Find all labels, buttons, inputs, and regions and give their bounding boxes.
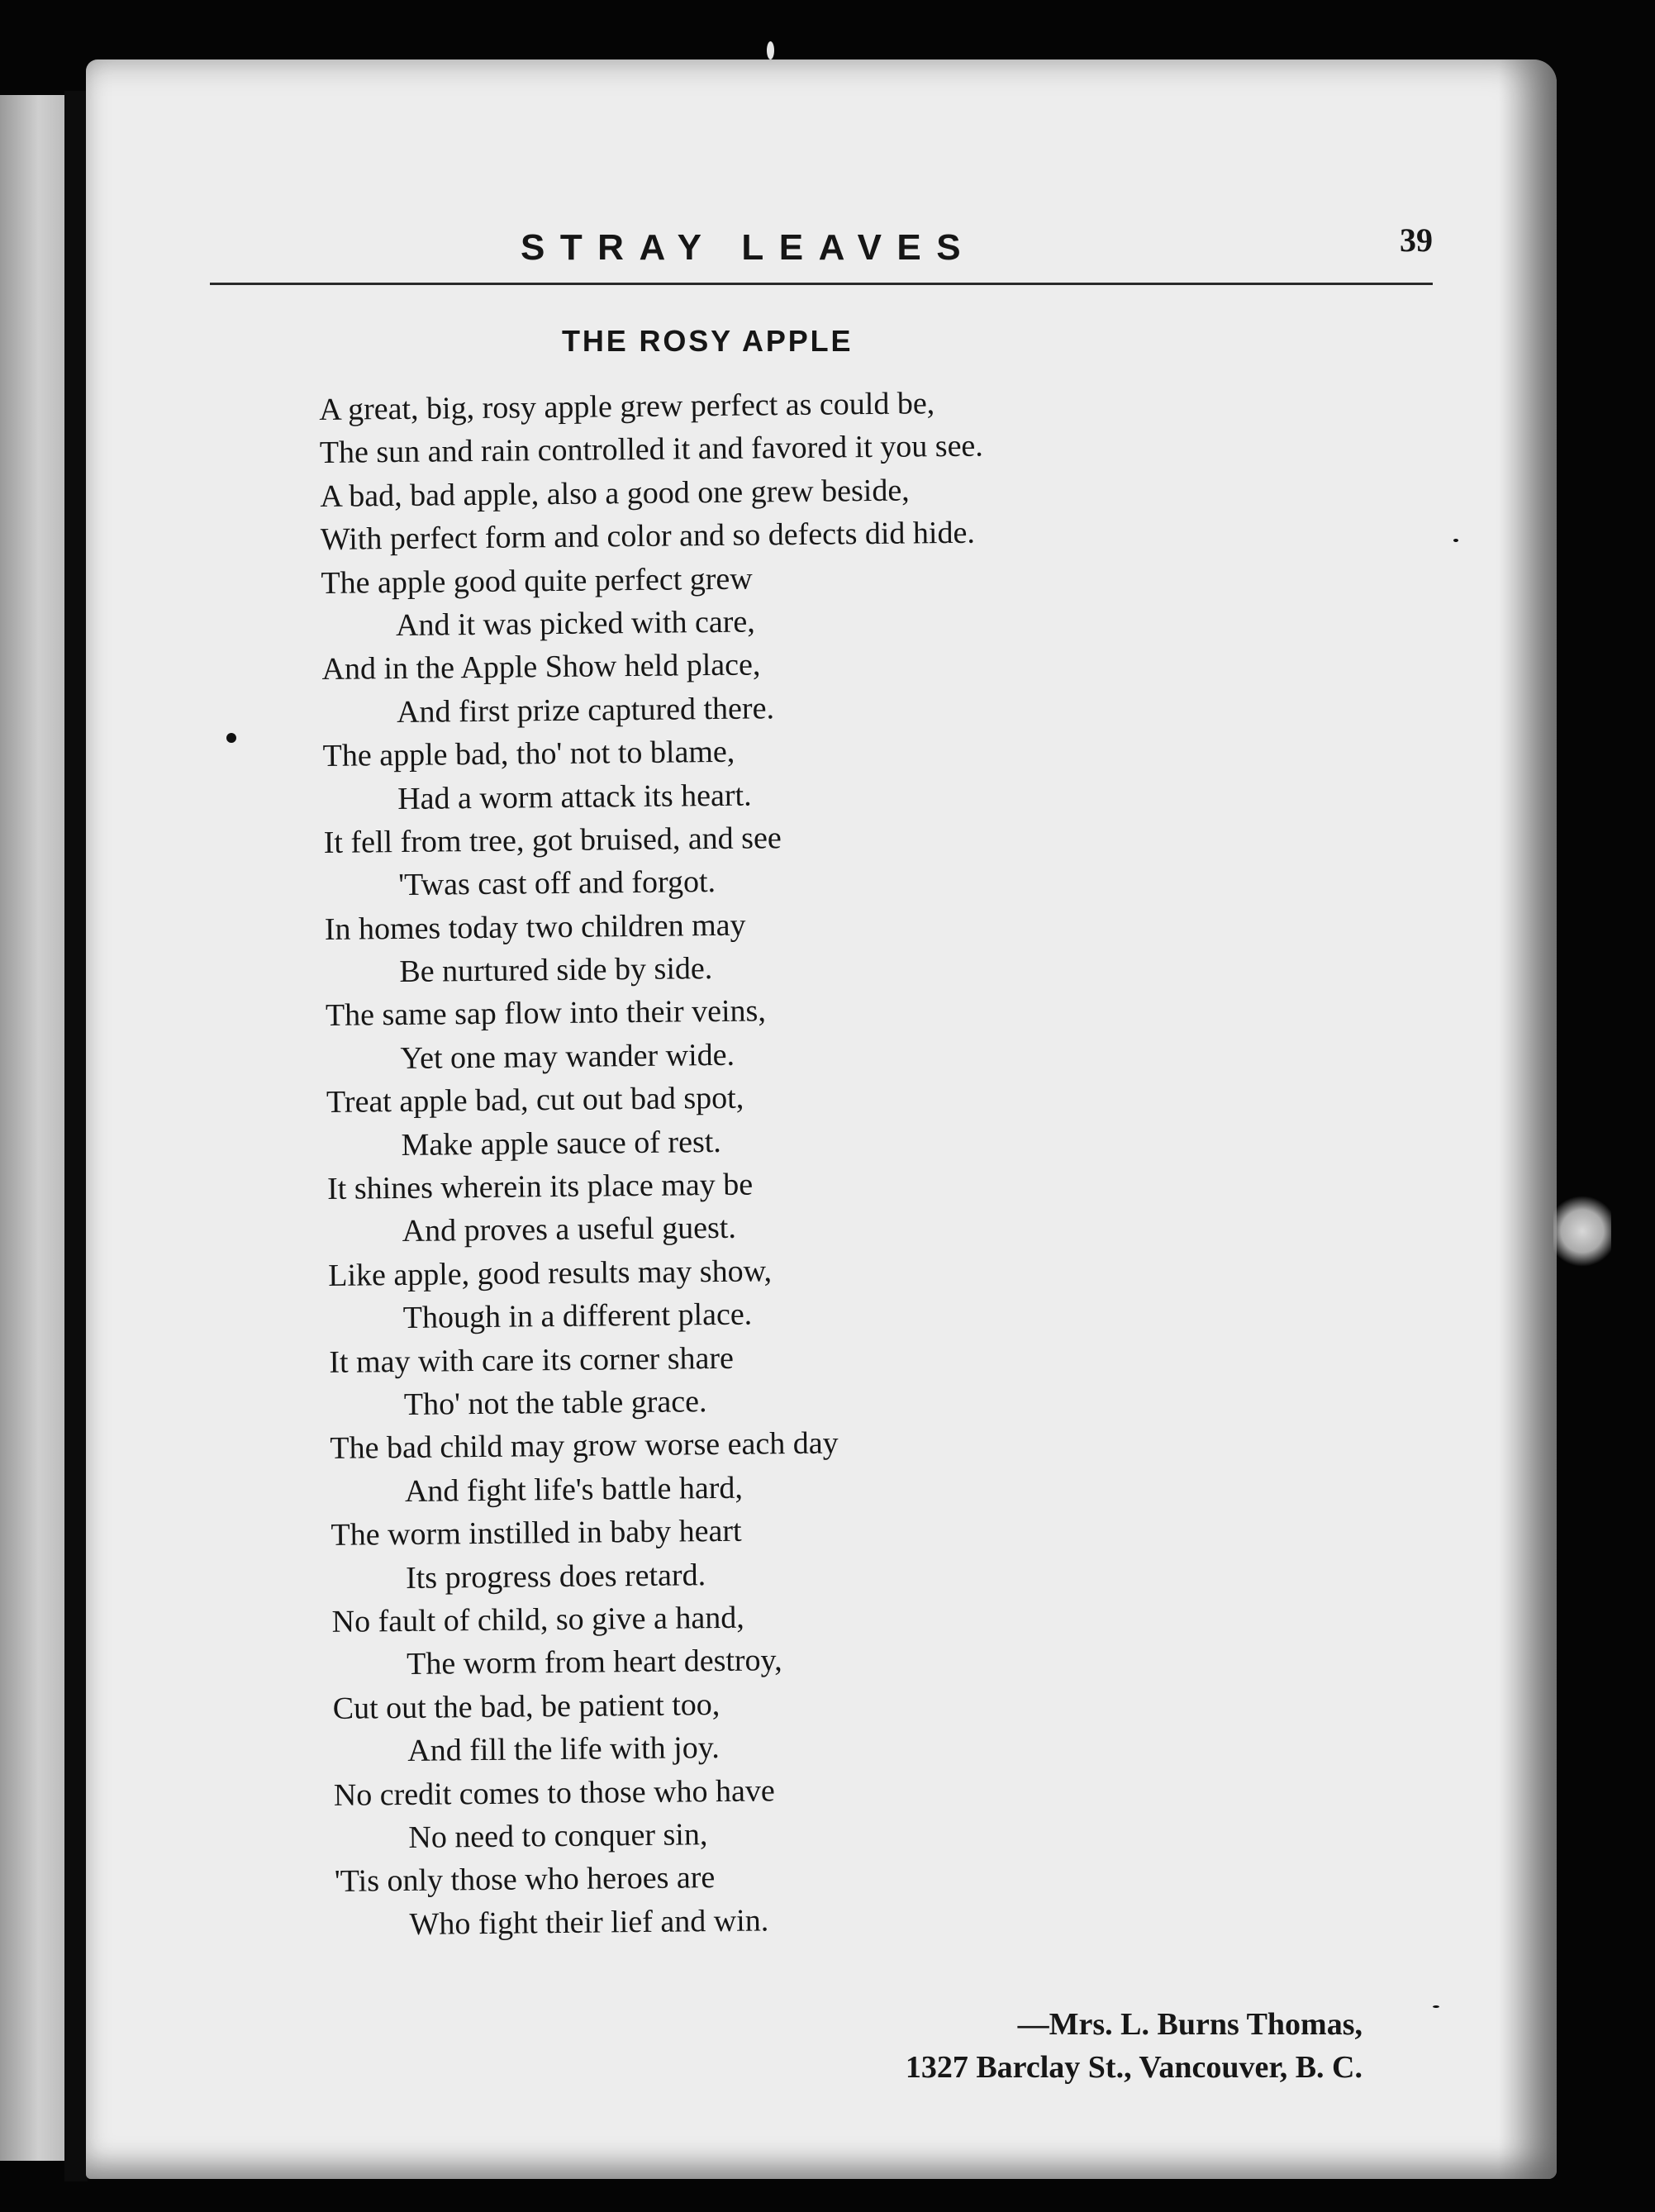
poem-line: Cut out the bad, be patient too, (332, 1686, 720, 1726)
print-speck (1433, 2005, 1439, 2008)
page-blot (1553, 1194, 1611, 1268)
left-page-edge (0, 95, 64, 2161)
poem-line: No need to conquer sin, (408, 1817, 708, 1855)
poem-line: With perfect form and color and so defects did hide. (320, 515, 976, 558)
poem-line: Be nurtured side by side. (399, 951, 713, 990)
header-rule (210, 283, 1433, 285)
running-title: STRAY LEAVES (521, 227, 977, 268)
poem-line: And fight life's battle hard, (404, 1470, 744, 1509)
poem-line: In homes today two children may (324, 907, 746, 947)
poem-line: It may with care its corner share (329, 1340, 735, 1380)
author-name: —Mrs. L. Burns Thomas, (1017, 2007, 1363, 2042)
poem-line: The apple bad, tho' not to blame, (322, 734, 735, 774)
poem-line: A bad, bad apple, also a good one grew beside, (320, 473, 910, 514)
poem-attribution (906, 2003, 1363, 2089)
poem-line: Make apple sauce of rest. (401, 1124, 722, 1163)
poem-line: The sun and rain controlled it and favored it you see. (319, 428, 984, 471)
poem-line: And fill the life with joy. (407, 1730, 720, 1769)
poem-line: The bad child may grow worse each day (330, 1425, 839, 1467)
poem-body (319, 378, 1393, 1947)
poem-line: 'Tis only those who heroes are (334, 1860, 716, 1900)
print-speck (767, 41, 774, 59)
poem-line: Tho' not the table grace. (403, 1384, 707, 1422)
poem-line: Though in a different place. (402, 1296, 753, 1336)
book-gutter (64, 91, 88, 2181)
poem-line: Like apple, good results may show, (328, 1253, 773, 1293)
poem-line: It fell from tree, got bruised, and see (323, 821, 782, 860)
page-shadow-edge (1499, 59, 1557, 2179)
poem-line: Treat apple bad, cut out bad spot, (326, 1080, 744, 1120)
print-speck (226, 733, 236, 743)
poem-line: And it was picked with care, (395, 604, 755, 643)
book-page (86, 59, 1557, 2179)
poem-line: Had a worm attack its heart. (397, 778, 752, 816)
poem-title: THE ROSY APPLE (562, 324, 854, 358)
poem-line: It shines wherein its place may be (326, 1167, 754, 1206)
poem-line: No credit comes to those who have (333, 1772, 775, 1813)
poem-line: Who fight their lief and win. (409, 1903, 769, 1942)
poem-line: Its progress does retard. (405, 1557, 706, 1596)
poem-line: No fault of child, so give a hand, (331, 1600, 744, 1639)
author-address: 1327 Barclay St., Vancouver, B. C. (905, 2050, 1363, 2085)
poem-line: The apple good quite perfect grew (321, 561, 753, 601)
poem-line: A great, big, rosy apple grew perfect as could be, (319, 386, 935, 427)
poem-line: The worm from heart destroy, (406, 1643, 782, 1682)
print-speck (1453, 539, 1458, 542)
page-number: 39 (1400, 221, 1433, 259)
poem-line: And first prize captured there. (396, 690, 775, 730)
poem-line: The worm instilled in baby heart (331, 1513, 742, 1553)
poem-line: The same sap flow into their veins, (325, 993, 767, 1034)
poem-line: Yet one may wander wide. (400, 1037, 735, 1076)
poem-line: 'Twas cast off and forgot. (398, 864, 716, 903)
poem-line: And proves a useful guest. (402, 1211, 737, 1249)
poem-line: And in the Apple Show held place, (321, 647, 761, 687)
